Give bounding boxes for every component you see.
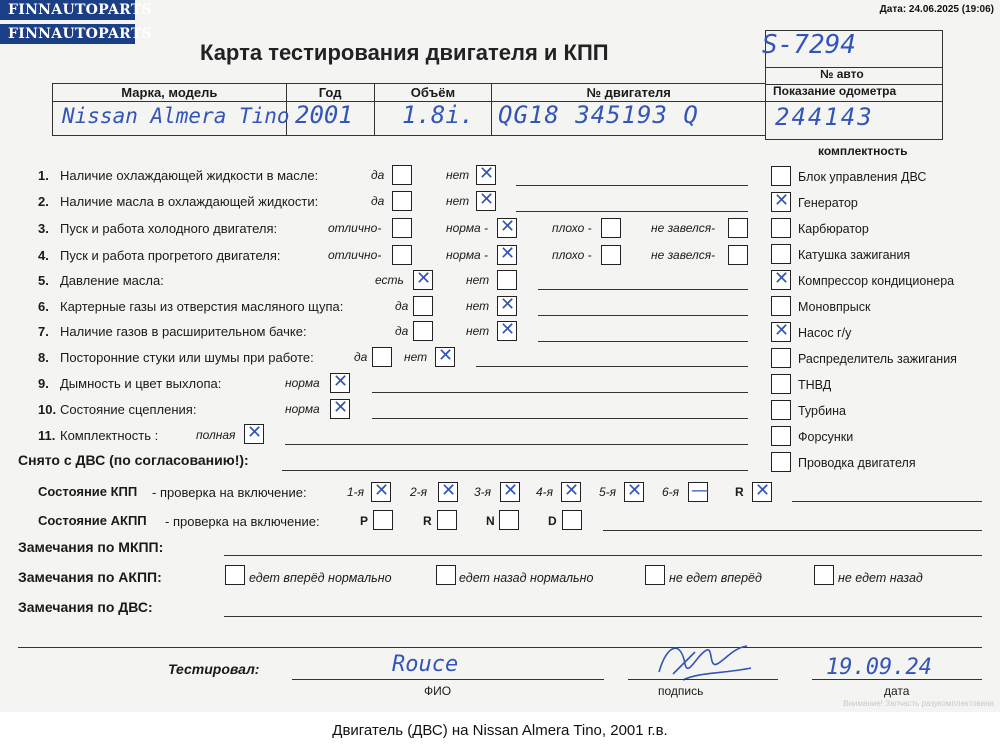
kit-label: Катушка зажигания (798, 248, 911, 262)
question-text: Пуск и работа холодного двигателя: (60, 221, 278, 236)
stock-code: S-7294 (762, 30, 856, 60)
akpp-no-backward-checkbox[interactable] (814, 565, 834, 585)
brand-logo-secondary: FINNAUTOPARTS (0, 24, 135, 44)
question-text: Наличие газов в расширительном бачке: (60, 324, 307, 339)
akpp-option-label: едет вперёд нормально (249, 571, 392, 585)
volume-value: 1.8i. (402, 101, 475, 129)
checkbox-q2-yes[interactable] (392, 191, 412, 211)
year-value: 2001 (295, 101, 353, 129)
remarks-dvs-label: Замечания по ДВС: (18, 599, 153, 615)
checkbox-q5-yes[interactable] (413, 270, 433, 290)
gear-label: 6-я (662, 485, 680, 499)
akpp-position-label: D (548, 514, 557, 528)
check-mark-icon: ✕ (627, 480, 643, 501)
remarks-mkpp-label: Замечания по МКПП: (18, 539, 164, 555)
check-mark-icon: ✕ (503, 480, 519, 501)
kit-checkbox-ps-pump[interactable] (771, 322, 791, 342)
kit-checkbox-injectors[interactable] (771, 426, 791, 446)
question-text: Наличие охлаждающей жидкости в масле: (60, 168, 319, 183)
tester-name: Rouce (392, 652, 459, 677)
question-text: Состояние сцепления: (60, 402, 197, 417)
form-title: Карта тестирования двигателя и КПП (200, 40, 609, 65)
option-label: норма (285, 376, 320, 390)
checkbox-q7-no[interactable] (497, 321, 517, 341)
checkbox-q9-normal[interactable] (330, 373, 350, 393)
kit-label: Проводка двигателя (798, 456, 916, 470)
kit-label: Генератор (798, 196, 858, 210)
kit-label: ТНВД (798, 378, 832, 392)
checkbox-q2-no[interactable] (476, 191, 496, 211)
kit-label: Компрессор кондиционера (798, 274, 955, 288)
checkbox-q1-no[interactable] (476, 165, 496, 185)
option-label: нет (446, 194, 470, 208)
check-mark-icon: ✕ (774, 320, 790, 341)
question-number: 2. (38, 194, 49, 209)
kit-label: Форсунки (798, 430, 854, 444)
checkbox-q4-normal[interactable] (497, 245, 517, 265)
checkbox-q3-nostart[interactable] (728, 218, 748, 238)
completeness-title: комплектность (818, 144, 908, 158)
kit-checkbox-ignition-coil[interactable] (771, 244, 791, 264)
akpp-forward-ok-checkbox[interactable] (225, 565, 245, 585)
akpp-option-label: едет назад нормально (459, 571, 594, 585)
kit-label: Распределитель зажигания (798, 352, 957, 366)
check-mark-icon: ✕ (479, 163, 495, 184)
option-label: отлично- (328, 221, 382, 235)
question-number: 5. (38, 273, 49, 288)
odometer-value: 244143 (775, 103, 874, 131)
gear-label: R (735, 485, 744, 499)
akpp-checkbox-n[interactable] (499, 510, 519, 530)
date-label: дата (884, 684, 910, 698)
akpp-position-label: N (486, 514, 495, 528)
question-text: Давление масла: (60, 273, 164, 288)
check-mark-icon: ✕ (374, 480, 390, 501)
option-label: норма - (446, 221, 489, 235)
manual-gearbox-sub: - проверка на включение: (152, 485, 307, 500)
brand-logo: FINNAUTOPARTS (0, 0, 135, 20)
check-mark-icon: ✕ (774, 268, 790, 289)
checkbox-q3-bad[interactable] (601, 218, 621, 238)
question-text: Комплектность : (60, 428, 159, 443)
question-number: 3. (38, 221, 49, 236)
option-label: да (395, 324, 409, 338)
check-mark-icon: ✕ (441, 480, 457, 501)
kit-label: Моновпрыск (798, 300, 871, 314)
checkbox-q11-full[interactable] (244, 424, 264, 444)
option-label: норма (285, 402, 320, 416)
question-number: 1. (38, 168, 49, 183)
kit-label: Блок управления ДВС (798, 170, 927, 184)
option-label: полная (196, 428, 236, 442)
make-model-value: Nissan Almera Tino (62, 104, 290, 128)
date-stamp: Дата: 24.06.2025 (19:06) (879, 4, 994, 15)
kit-label: Насос г/у (798, 326, 852, 340)
kit-checkbox-ecu[interactable] (771, 166, 791, 186)
akpp-position-label: R (423, 514, 432, 528)
odometer-label: Показание одометра (773, 84, 897, 98)
gear-checkbox-3[interactable] (500, 482, 520, 502)
removed-label: Снято с ДВС (по согласованию!): (18, 452, 249, 468)
checkbox-q4-bad[interactable] (601, 245, 621, 265)
disassembled-watermark: Внимание! Запчасть разукомплектована (843, 699, 994, 708)
gear-label: 1-я (347, 485, 365, 499)
col-engine-no: № двигателя (492, 84, 766, 102)
question-text: Картерные газы из отверстия масляного щупа: (60, 299, 344, 314)
akpp-no-forward-checkbox[interactable] (645, 565, 665, 585)
option-label: отлично- (328, 248, 382, 262)
question-number: 4. (38, 248, 49, 263)
checkbox-q3-normal[interactable] (497, 218, 517, 238)
akpp-checkbox-d[interactable] (562, 510, 582, 530)
check-mark-icon: ✕ (500, 243, 516, 264)
kit-checkbox-generator[interactable] (771, 192, 791, 212)
gear-label: 5-я (599, 485, 617, 499)
manual-gearbox-label: Состояние КПП (38, 484, 138, 499)
gear-checkbox-6[interactable] (688, 482, 708, 502)
checkbox-q10-normal[interactable] (330, 399, 350, 419)
date-value: 19.09.24 (826, 655, 932, 680)
akpp-checkbox-p[interactable] (373, 510, 393, 530)
question-number: 10. (38, 402, 57, 417)
check-mark-icon: ✕ (333, 397, 349, 418)
akpp-position-label: P (360, 514, 369, 528)
checkbox-q5-no[interactable] (497, 270, 517, 290)
gear-label: 3-я (474, 485, 492, 499)
question-number: 9. (38, 376, 49, 391)
check-mark-icon: ✕ (333, 371, 349, 392)
col-volume: Объём (374, 84, 492, 102)
check-mark-icon: ✕ (438, 345, 454, 366)
question-number: 8. (38, 350, 49, 365)
check-mark-icon: ✕ (755, 480, 771, 501)
question-text: Посторонние стуки или шумы при работе: (60, 350, 314, 365)
dash-mark-icon: — (691, 480, 709, 501)
kit-checkbox-turbo[interactable] (771, 400, 791, 420)
question-number: 11. (38, 428, 56, 443)
check-mark-icon: ✕ (247, 422, 263, 443)
checkbox-q1-yes[interactable] (392, 165, 412, 185)
kit-checkbox-monoinjection[interactable] (771, 296, 791, 316)
kit-label: Турбина (798, 404, 846, 418)
option-label: нет (446, 168, 470, 182)
checkbox-q4-excellent[interactable] (392, 245, 412, 265)
check-mark-icon: ✕ (416, 268, 432, 289)
check-mark-icon: ✕ (500, 294, 516, 315)
akpp-backward-ok-checkbox[interactable] (436, 565, 456, 585)
option-label: нет (466, 299, 490, 313)
option-label: да (371, 194, 385, 208)
option-label: норма - (446, 248, 489, 262)
option-label: да (395, 299, 409, 313)
akpp-option-label: не едет назад (838, 571, 923, 585)
question-text: Дымность и цвет выхлопа: (60, 376, 222, 391)
kit-checkbox-carburetor[interactable] (771, 218, 791, 238)
akpp-checkbox-r[interactable] (437, 510, 457, 530)
option-label: да (354, 350, 368, 364)
checkbox-q8-yes[interactable] (372, 347, 392, 367)
kit-label: Карбюратор (798, 222, 869, 236)
gear-checkbox-r[interactable] (752, 482, 772, 502)
check-mark-icon: ✕ (479, 189, 495, 210)
kit-checkbox-wiring[interactable] (771, 452, 791, 472)
check-mark-icon: ✕ (774, 190, 790, 211)
option-label: не завелся- (651, 221, 716, 235)
tested-by-label: Тестировал: (168, 661, 260, 677)
option-label: да (371, 168, 385, 182)
option-label: нет (404, 350, 428, 364)
col-make-model: Марка, модель (53, 84, 287, 102)
signature-label: подпись (658, 684, 704, 698)
kit-checkbox-distributor[interactable] (771, 348, 791, 368)
gear-label: 2-я (410, 485, 428, 499)
check-mark-icon: ✕ (564, 480, 580, 501)
checkbox-q3-excellent[interactable] (392, 218, 412, 238)
option-label: есть (375, 273, 404, 287)
question-text: Наличие масла в охлаждающей жидкости: (60, 194, 319, 209)
gear-label: 4-я (536, 485, 554, 499)
auto-no-label: № авто (820, 67, 864, 81)
check-mark-icon: ✕ (500, 216, 516, 237)
remarks-akpp-label: Замечания по АКПП: (18, 569, 162, 585)
gear-checkbox-5[interactable] (624, 482, 644, 502)
option-label: плохо - (552, 248, 592, 262)
checkbox-q8-no[interactable] (435, 347, 455, 367)
checkbox-q4-nostart[interactable] (728, 245, 748, 265)
checkbox-q6-no[interactable] (497, 296, 517, 316)
auto-gearbox-label: Состояние АКПП (38, 513, 147, 528)
question-text: Пуск и работа прогретого двигателя: (60, 248, 281, 263)
gear-checkbox-1[interactable] (371, 482, 391, 502)
gear-checkbox-2[interactable] (438, 482, 458, 502)
image-caption: Двигатель (ДВС) на Nissan Almera Tino, 2001 г.в. (332, 722, 668, 739)
fio-label: ФИО (424, 684, 452, 698)
kit-checkbox-injection-pump[interactable] (771, 374, 791, 394)
question-number: 6. (38, 299, 49, 314)
check-mark-icon: ✕ (500, 319, 516, 340)
question-number: 7. (38, 324, 49, 339)
signature-image (655, 634, 755, 684)
checkbox-q7-yes[interactable] (413, 321, 433, 341)
kit-checkbox-ac-compressor[interactable] (771, 270, 791, 290)
option-label: плохо - (552, 221, 592, 235)
gear-checkbox-4[interactable] (561, 482, 581, 502)
checkbox-q6-yes[interactable] (413, 296, 433, 316)
option-label: нет (466, 273, 490, 287)
engine-no-value: QG18 345193 Q (498, 101, 699, 129)
col-year: Год (286, 84, 374, 102)
akpp-option-label: не едет вперёд (669, 571, 762, 585)
option-label: не завелся- (651, 248, 716, 262)
option-label: нет (466, 324, 490, 338)
auto-gearbox-sub: - проверка на включение: (165, 514, 320, 529)
